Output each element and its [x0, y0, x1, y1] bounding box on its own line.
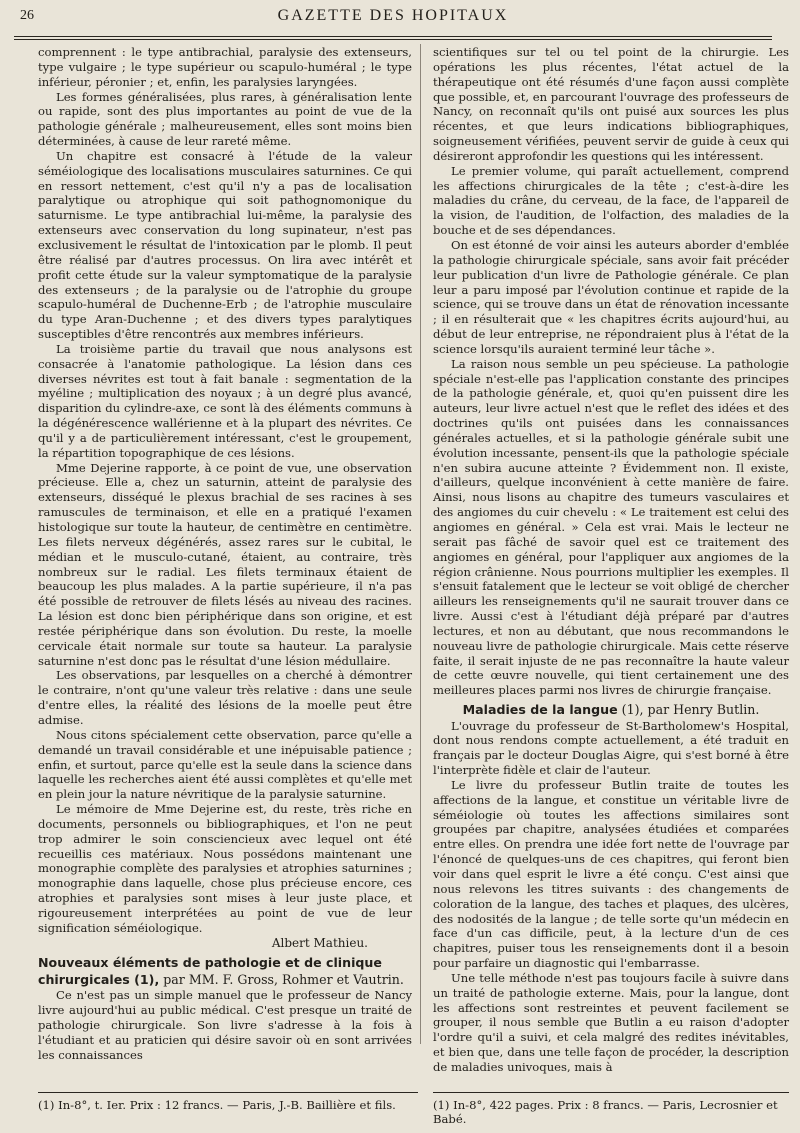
- paragraph: La raison nous semble un peu spécieuse. La pathologie spéciale n'est-elle pas l'application constante des principes de la pathologie générale, et, quoi qu'en puissent dire les auteurs, leur livre actuel n'est que le reflet des idées et des doctrines qu'ils ont puisées dans les connaissances générales actuelles, et si la pathologie générale subit une évolution incessante, pensent-ils que la pathologie spéciale n'en subira aucune atteinte ? Évidemment non. Il existe, d'ailleurs, quelque inconvénient à cette manière de faire. Ainsi, nous lisons au chapitre des tumeurs vasculaires et des angiomes du cuir chevelu : « Le traitement est celui des angiomes en général. » Cela est vrai. Mais le lecteur ne serait pas fâché de savoir quel est ce traitement des angiomes en général, pour l'appliquer aux angiomes de la région crânienne. Nous pourrions multiplier les exemples. Il s'ensuit fatalement que le lecteur se voit obligé de chercher ailleurs les renseignements qu'il ne saurait trouver dans ce livre. Aussi c'est à l'étudiant déjà préparé par d'autres lectures, et non au débutant, que nous recommandons le nouveau livre de pathologie chirurgicale. Mais cette réserve faite, il serait injuste de ne pas reconnaître la haute valeur de cette œuvre nouvelle, qui tient certainement une des meilleures places parmi nos livres de chirurgie française.: [433, 356, 789, 698]
- paragraph: Le livre du professeur Butlin traite de toutes les affections de la langue, et constitue un véritable livre de séméiologie où toutes les affections similaires sont groupées par chapitre, analysées étudiées et comparées entre elles. On prendra une idée fort nette de l'ouvrage par l'énoncé de quelques-uns de ces chapitres, qui feront bien voir dans quel esprit le livre a été conçu. C'est ainsi que nous relevons les titres suivants : des changements de coloration de la langue, des taches et plaques, des ulcères, des nodosités de la langue ; de telle sorte qu'un médecin en face d'un cas difficile, peut, à la lecture d'un de ces chapitres, puiser tous les renseignements dont il a besoin pour parfaire un diagnostic qui l'embarrasse.: [433, 777, 789, 971]
- paragraph: La troisième partie du travail que nous analysons est consacrée à l'anatomie pathologique. La lésion dans ces diverses névrites est tout à fait banale : segmentation de la myéline ; multiplication des noyaux ; à un degré plus avancé, disparition du cylindre-axe, ce sont là des éléments communs à la dégénérescence wallérienne et à la plupart des névrites. Ce qu'il y a de particulièrement intéressant, c'est le groupement, la répartition topographique de ces lésions.: [38, 341, 412, 460]
- paragraph: On est étonné de voir ainsi les auteurs aborder d'emblée la pathologie chirurgicale spéciale, sans avoir fait précéder leur publication d'un livre de Pathologie générale. Ce plan leur a paru imposé par l'évolution continue et rapide de la science, qui se trouve dans un état de rénovation incessante ; il en résulterait que « les chapitres écrits aujourd'hui, au début de leur entreprise, ne répondraient plus à l'état de la science lorsqu'ils auraient terminé leur tâche ».: [433, 237, 789, 356]
- section-byline: (1), par Henry Butlin.: [617, 702, 760, 718]
- paragraph: Nous citons spécialement cette observation, parce qu'elle a demandé un travail considérable et une inépuisable patience ; enfin, et surtout, parce qu'elle est la seule dans la science dans laquelle les recherches aient été aussi complètes et qu'elle met en plein jour la nature névritique de la paralysie saturnine.: [38, 727, 412, 802]
- footnote-left: (1) In-8°, t. Ier. Prix : 12 francs. — Paris, J.-B. Baillière et fils.: [38, 1098, 396, 1112]
- section-title: Maladies de la langue: [462, 702, 618, 718]
- paragraph: Les formes généralisées, plus rares, à généralisation lente ou rapide, sont des plus importantes au point de vue de la pathologie générale ; malheureusement, elles sont moins bien déterminées, à cause de leur rareté même.: [38, 89, 412, 149]
- paragraph: L'ouvrage du professeur de St-Bartholomew's Hospital, dont nous rendons compte actuellement, a été traduit en français par le docteur Douglas Aigre, qui s'est borné à être l'interprète fidèle et clair de l'auteur.: [433, 718, 789, 778]
- paragraph: Une telle méthode n'est pas toujours facile à suivre dans un traité de pathologie externe. Mais, pour la langue, dont les affections sont restreintes et peuvent facilement se grouper, il nous semble que Butlin a eu raison d'adopter l'ordre qu'il a suivi, et cela malgré des redites inévitables, et bien que, dans une telle façon de procéder, la description de maladies univoques, mais à: [433, 970, 789, 1074]
- left-column: [38, 45, 412, 1063]
- right-column: [433, 45, 789, 1075]
- author-signature: Albert Mathieu.: [271, 935, 368, 950]
- footnote-rule-left: [38, 1092, 418, 1093]
- footnote-rule-right: [433, 1092, 789, 1093]
- section-heading: [38, 955, 412, 988]
- footnote-right: (1) In-8°, 422 pages. Prix : 8 francs. — Paris, Lecrosnier et Babé.: [433, 1098, 778, 1126]
- paragraph: Les observations, par lesquelles on a cherché à démontrer le contraire, n'ont qu'une valeur très relative : dans une seule d'entre elles, la réalité des lésions de la moelle peut être admise.: [38, 668, 412, 727]
- header-rule: [14, 36, 772, 40]
- section-byline: par MM. F. Gross, Rohmer et Vautrin.: [159, 971, 404, 987]
- paragraph: Ce n'est pas un simple manuel que le professeur de Nancy livre aujourd'hui au public médical. C'est presque un traité de pathologie chirurgicale. Son livre s'adresse à la fois à l'étudiant et au praticien qui désire savoir où en sont arrivées les connaissances: [38, 988, 412, 1062]
- column-divider: [420, 44, 421, 1044]
- journal-title: GAZETTE DES HOPITAUX: [277, 7, 509, 24]
- paragraph: Le premier volume, qui paraît actuellement, comprend les affections chirurgicales de la tête ; c'est-à-dire les maladies du crâne, du cerveau, de la face, de l'appareil de la vision, de l'audition, de l'olfaction, des maladies de la bouche et de ses dépendances.: [433, 163, 789, 238]
- paragraph: Le mémoire de Mme Dejerine est, du reste, très riche en documents, personnels ou bibliographiques, et l'on ne peut trop admirer le soin consciencieux avec lequel ont été recueillis ces matériaux. Nous possédons maintenant une monographie complète des paralysies et atrophies saturnines ; monographie dans laquelle, chose plus précieuse encore, ces atrophies et paralysies sont mises à leur juste place, et rigoureusement interprétées au point de vue de leur signification séméiologique.: [38, 802, 412, 935]
- section-heading: [433, 702, 789, 718]
- paragraph: Un chapitre est consacré à l'étude de la valeur séméiologique des localisations musculaires saturnines. Ce qui en ressort nettement, c'est qu'il n'y a pas de localisation paralytique ou atrophique qui soit pathognomonique du saturnisme. Le type antibrachial lui-même, la paralysie des extenseurs avec conservation du long supinateur, n'est pas exclusivement le résultat de l'intoxication par le plomb. Il peut être réalisé par d'autres processus. On lira avec intérêt et profit cette étude sur la valeur symptomatique de la paralysie des extenseurs ; de la paralysie ou de l'atrophie du groupe scapulo-huméral de Duchenne-Erb ; de l'atrophie musculaire du type Aran-Duchenne ; et des divers types paralytiques susceptibles d'être rencontrés aux membres inférieurs.: [38, 148, 412, 342]
- paragraph: comprennent : le type antibrachial, paralysie des extenseurs, type vulgaire ; le type supérieur ou scapulo-huméral ; le type inférieur, péronier ; et, enfin, les paralysies laryngées.: [38, 45, 412, 89]
- section-title: Nouveaux éléments de pathologie et de clinique chirurgicales (1),: [38, 955, 382, 987]
- paragraph: Mme Dejerine rapporte, à ce point de vue, une observation précieuse. Elle a, chez un saturnin, atteint de paralysie des extenseurs, disséqué le plexus brachial de ses racines à ses ramuscules de terminaison, et elle en a pratiqué l'examen histologique sur toute la hauteur, de centimètre en centimètre. Les filets nerveux dégénérés, assez rares sur le cubital, le médian et le musculo-cutané, étaient, au contraire, très nombreux sur le radial. Les filets terminaux étaient de beaucoup les plus malades. A la partie supérieure, il n'a pas été possible de retrouver de filets lésés au niveau des racines. La lésion est donc bien périphérique dans son origine, et est restée périphérique dans son évolution. Du reste, la moelle cervicale était normale sur toute sa hauteur. La paralysie saturnine n'est donc pas le résultat d'une lésion médullaire.: [38, 460, 412, 668]
- running-head: [14, 6, 772, 32]
- paragraph: scientifiques sur tel ou tel point de la chirurgie. Les opérations les plus récentes, l'état actuel de la thérapeutique ont été résumés d'une façon aussi complète que possible, et, en parcourant l'ouvrage des professeurs de Nancy, on reconnaît qu'ils ont puisé aux sources les plus récentes, et que leurs indications bibliographiques, soigneusement vérifiées, peuvent servir de guide à ceux qui désireront approfondir les questions qui les intéressent.: [433, 45, 789, 163]
- page-number: 26: [20, 8, 34, 23]
